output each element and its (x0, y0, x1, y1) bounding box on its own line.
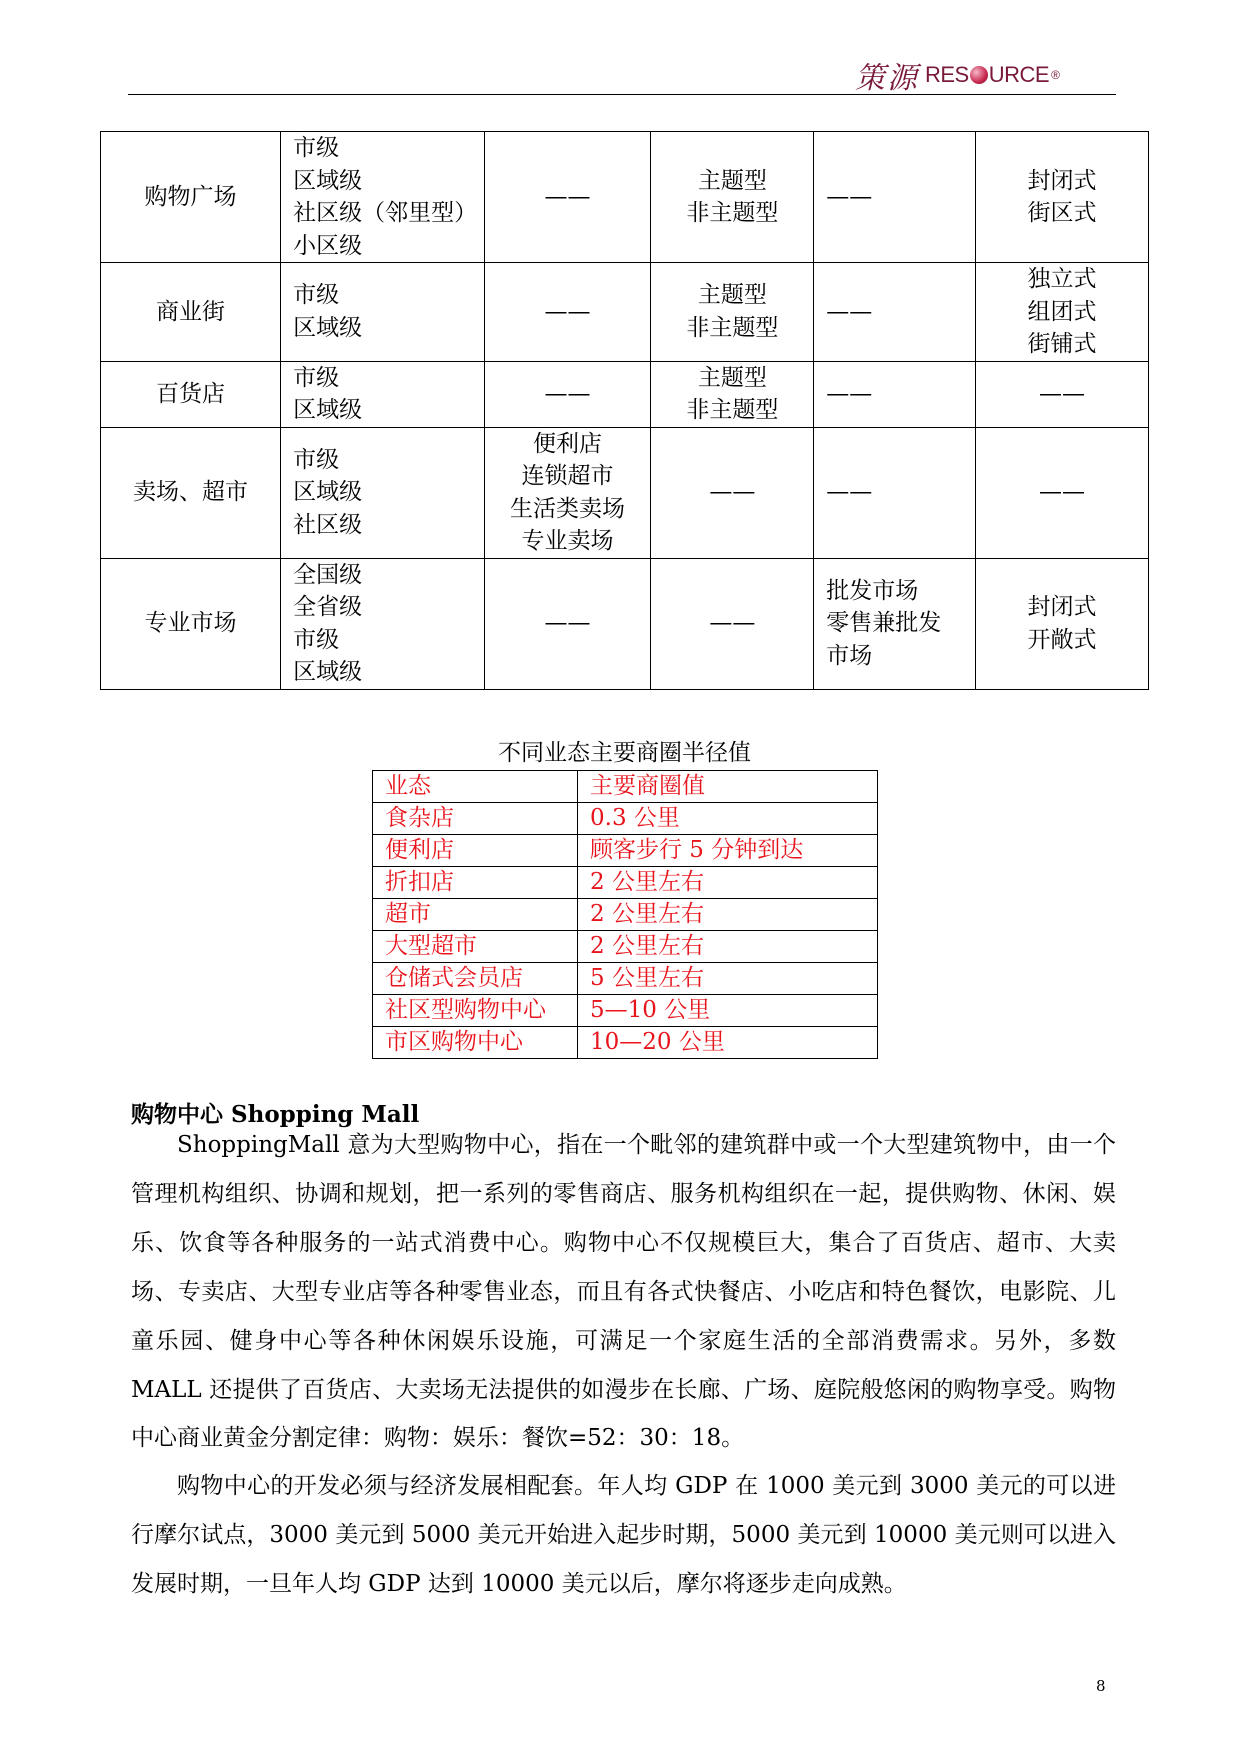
radius-cell-format: 大型超市 (373, 931, 578, 963)
cell-format (484, 263, 651, 362)
cell-line: 街区式 (1027, 200, 1097, 226)
cell-trade-mode (814, 361, 976, 427)
cell-format (484, 558, 651, 689)
cell-line: —— (826, 183, 873, 210)
cell-trade-mode (814, 263, 976, 362)
cell-trade-mode (814, 132, 976, 263)
cell-line: 非主题型 (686, 200, 779, 226)
cell-line: 组团式 (1027, 298, 1097, 325)
cell-level (281, 558, 484, 689)
cell-line: 区域级 (293, 479, 363, 506)
cell-line: —— (1038, 380, 1085, 407)
logo-english-text (925, 62, 1059, 88)
classification-row (101, 132, 1149, 263)
commercial-classification-table (100, 131, 1149, 690)
cell-trade-mode (814, 558, 976, 689)
cell-line: —— (826, 479, 873, 506)
radius-cell-value: 5—10 公里 (578, 995, 878, 1027)
radius-cell-value: 0.3 公里 (578, 803, 878, 835)
cell-line: 生活类卖场 (509, 495, 625, 522)
cell-line: 区域级 (293, 659, 363, 685)
cell-line: 连锁超市 (521, 463, 614, 489)
cell-line: —— (544, 380, 591, 407)
radius-cell-format: 食杂店 (373, 803, 578, 835)
cell-line: —— (1038, 479, 1085, 506)
cell-theme (651, 263, 814, 362)
cell-line: —— (826, 380, 873, 407)
cell-line: 社区级（邻里型） (293, 200, 478, 226)
cell-line: 独立式 (1027, 266, 1097, 292)
radius-row (373, 803, 878, 835)
paragraph-text: 购物中心的开发必须与经济发展相配套。年人均 GDP 在 1000 美元到 3000 美元的可以进行摩尔试点，3000 美元到 5000 美元开始进入起步时期，5000 美元到 10000 美元则可以进入发展时期，一旦年人均 GDP 达到 10000 美元以后，摩尔将逐步走向成熟。 (131, 1473, 1116, 1597)
cell-line: 零售兼批发 (826, 610, 942, 637)
cell-line: 市级 (293, 364, 340, 391)
cell-building-form (975, 558, 1148, 689)
cell-level (281, 427, 484, 558)
logo-chinese-text: 策源 (855, 61, 919, 96)
cell-format (484, 361, 651, 427)
radius-cell-value: 2 公里左右 (578, 931, 878, 963)
cell-line: 小区级 (293, 232, 363, 259)
cell-level (281, 132, 484, 263)
radius-row (373, 899, 878, 931)
header-divider (128, 94, 1116, 95)
classification-row (101, 361, 1149, 427)
cell-line: —— (709, 610, 756, 637)
cell-line: 主题型 (697, 364, 767, 391)
radius-cell-value: 2 公里左右 (578, 867, 878, 899)
cell-format (484, 427, 651, 558)
cell-building-form (975, 427, 1148, 558)
cell-line: —— (544, 298, 591, 325)
radius-header-row (373, 771, 878, 803)
cell-line: 街铺式 (1027, 331, 1097, 357)
cell-line: 全省级 (293, 594, 363, 620)
classification-row (101, 558, 1149, 689)
cell-type-name: 商业街 (101, 263, 281, 362)
cell-line: 便利店 (532, 430, 602, 457)
cell-line: 社区级 (293, 511, 363, 538)
registered-mark: ® (1051, 68, 1060, 82)
radius-row (373, 1027, 878, 1059)
cell-line: 主题型 (697, 167, 767, 194)
cell-line: 市场 (826, 642, 873, 669)
cell-line: 主题型 (697, 282, 767, 309)
radius-cell-value: 2 公里左右 (578, 899, 878, 931)
cell-trade-mode (814, 427, 976, 558)
cell-theme (651, 558, 814, 689)
radius-cell-format: 便利店 (373, 835, 578, 867)
cell-type-name: 购物广场 (101, 132, 281, 263)
cell-type-name: 专业市场 (101, 558, 281, 689)
cell-building-form (975, 361, 1148, 427)
cell-type-name: 卖场、超市 (101, 427, 281, 558)
cell-line: 非主题型 (686, 397, 779, 423)
cell-line: 区域级 (293, 314, 363, 341)
trade-radius-table (372, 770, 878, 1059)
cell-line: —— (544, 183, 591, 210)
cell-line: —— (826, 298, 873, 325)
logo-english-suffix: URCE (988, 62, 1050, 87)
radius-cell-value: 5 公里左右 (578, 963, 878, 995)
cell-line: 批发市场 (826, 577, 919, 604)
cell-line: 开敞式 (1027, 626, 1097, 653)
paragraph-text: ShoppingMall 意为大型购物中心，指在一个毗邻的建筑群中或一个大型建筑物中，由一个管理机构组织、协调和规划，把一系列的零售商店、服务机构组织在一起，提供购物、休闲、娱乐、饮食等各种服务的一站式消费中心。购物中心不仅规模巨大，集合了百货店、超市、大卖场、专卖店、大型专业店等各种零售业态，而且有各式快餐店、小吃店和特色餐饮，电影院、儿童乐园、健身中心等各种休闲娱乐设施，可满足一个家庭生活的全部消费需求。另外，多数 MALL 还提供了百货店、大卖场无法提供的如漫步在长廊、广场、庭院般悠闲的购物享受。购物中心商业黄金分割定律：购物：娱乐：餐饮=52：30：18。 (131, 1132, 1116, 1452)
radius-header-format: 业态 (373, 771, 578, 803)
cell-line: 区域级 (293, 167, 363, 194)
cell-line: 全国级 (293, 561, 363, 588)
cell-line: 市级 (293, 626, 340, 653)
classification-row (101, 427, 1149, 558)
cell-line: —— (709, 479, 756, 506)
radius-cell-value: 顾客步行 5 分钟到达 (578, 835, 878, 867)
cell-type-name: 百货店 (101, 361, 281, 427)
logo-english-prefix: RES (925, 62, 969, 87)
radius-row (373, 835, 878, 867)
radius-header-value: 主要商圈值 (578, 771, 878, 803)
cell-line: 封闭式 (1027, 594, 1097, 620)
cell-theme (651, 361, 814, 427)
cell-line: 区域级 (293, 397, 363, 423)
cell-theme (651, 132, 814, 263)
cell-building-form (975, 263, 1148, 362)
cell-building-form (975, 132, 1148, 263)
cell-level (281, 263, 484, 362)
cell-line: —— (544, 610, 591, 637)
radius-cell-format: 超市 (373, 899, 578, 931)
paragraph-shopping-mall-definition (131, 1121, 1116, 1463)
radius-cell-format: 折扣店 (373, 867, 578, 899)
logo-sphere-icon (970, 66, 988, 84)
radius-cell-value: 10—20 公里 (578, 1027, 878, 1059)
cell-line: 市级 (293, 446, 340, 473)
company-logo (855, 52, 1115, 98)
classification-row (101, 263, 1149, 362)
radius-row (373, 995, 878, 1027)
radius-row (373, 867, 878, 899)
radius-cell-format: 社区型购物中心 (373, 995, 578, 1027)
cell-line: 市级 (293, 282, 340, 309)
paragraph-development-stages (131, 1462, 1116, 1609)
radius-cell-format: 仓储式会员店 (373, 963, 578, 995)
radius-row (373, 963, 878, 995)
cell-theme (651, 427, 814, 558)
cell-line: 非主题型 (686, 314, 779, 341)
radius-row (373, 931, 878, 963)
page-number: 8 (1096, 1677, 1106, 1695)
section-heading: 购物中心 Shopping Mall (131, 1101, 420, 1128)
radius-cell-format: 市区购物中心 (373, 1027, 578, 1059)
cell-level (281, 361, 484, 427)
cell-line: 封闭式 (1027, 167, 1097, 194)
cell-line: 专业卖场 (521, 528, 614, 554)
cell-format (484, 132, 651, 263)
radius-table-caption: 不同业态主要商圈半径值 (498, 740, 751, 766)
cell-line: 市级 (293, 135, 340, 161)
